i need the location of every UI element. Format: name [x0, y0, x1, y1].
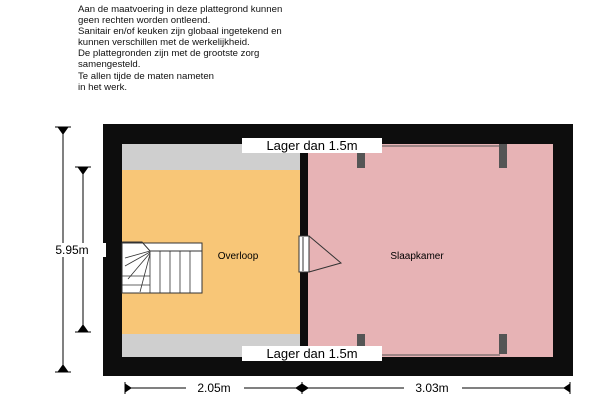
staircase-icon	[122, 242, 202, 293]
width-left-label: 2.05m	[197, 381, 231, 395]
disclaimer-line: samengesteld.	[78, 59, 141, 71]
beam-post	[499, 144, 507, 168]
height-dimension-label: 5.95m	[55, 243, 89, 257]
disclaimer-line: De plattegronden zijn met de grootste zorg	[78, 48, 260, 60]
storage-label-bottom: Lager dan 1.5m	[266, 346, 358, 361]
width-right-label: 3.03m	[415, 381, 449, 395]
disclaimer-line: Sanitair en/of keuken zijn globaal ingetekend en	[78, 26, 282, 38]
door-opening	[299, 236, 309, 272]
storage-label-top: Lager dan 1.5m	[266, 138, 358, 153]
beam-post	[499, 334, 507, 354]
room-label-overloop: Overloop	[217, 251, 259, 262]
disclaimer-line: geen rechten worden ontleend.	[78, 15, 211, 27]
disclaimer-line: in het werk.	[78, 81, 128, 93]
disclaimer-line: kunnen verschillen met de werkelijkheid.	[78, 37, 250, 49]
disclaimer-line: Te allen tijde de maten nameten	[78, 70, 214, 82]
room-label-slaapkamer: Slaapkamer	[390, 251, 444, 262]
disclaimer-line: Aan de maatvoering in deze plattegrond kunnen	[78, 4, 283, 15]
